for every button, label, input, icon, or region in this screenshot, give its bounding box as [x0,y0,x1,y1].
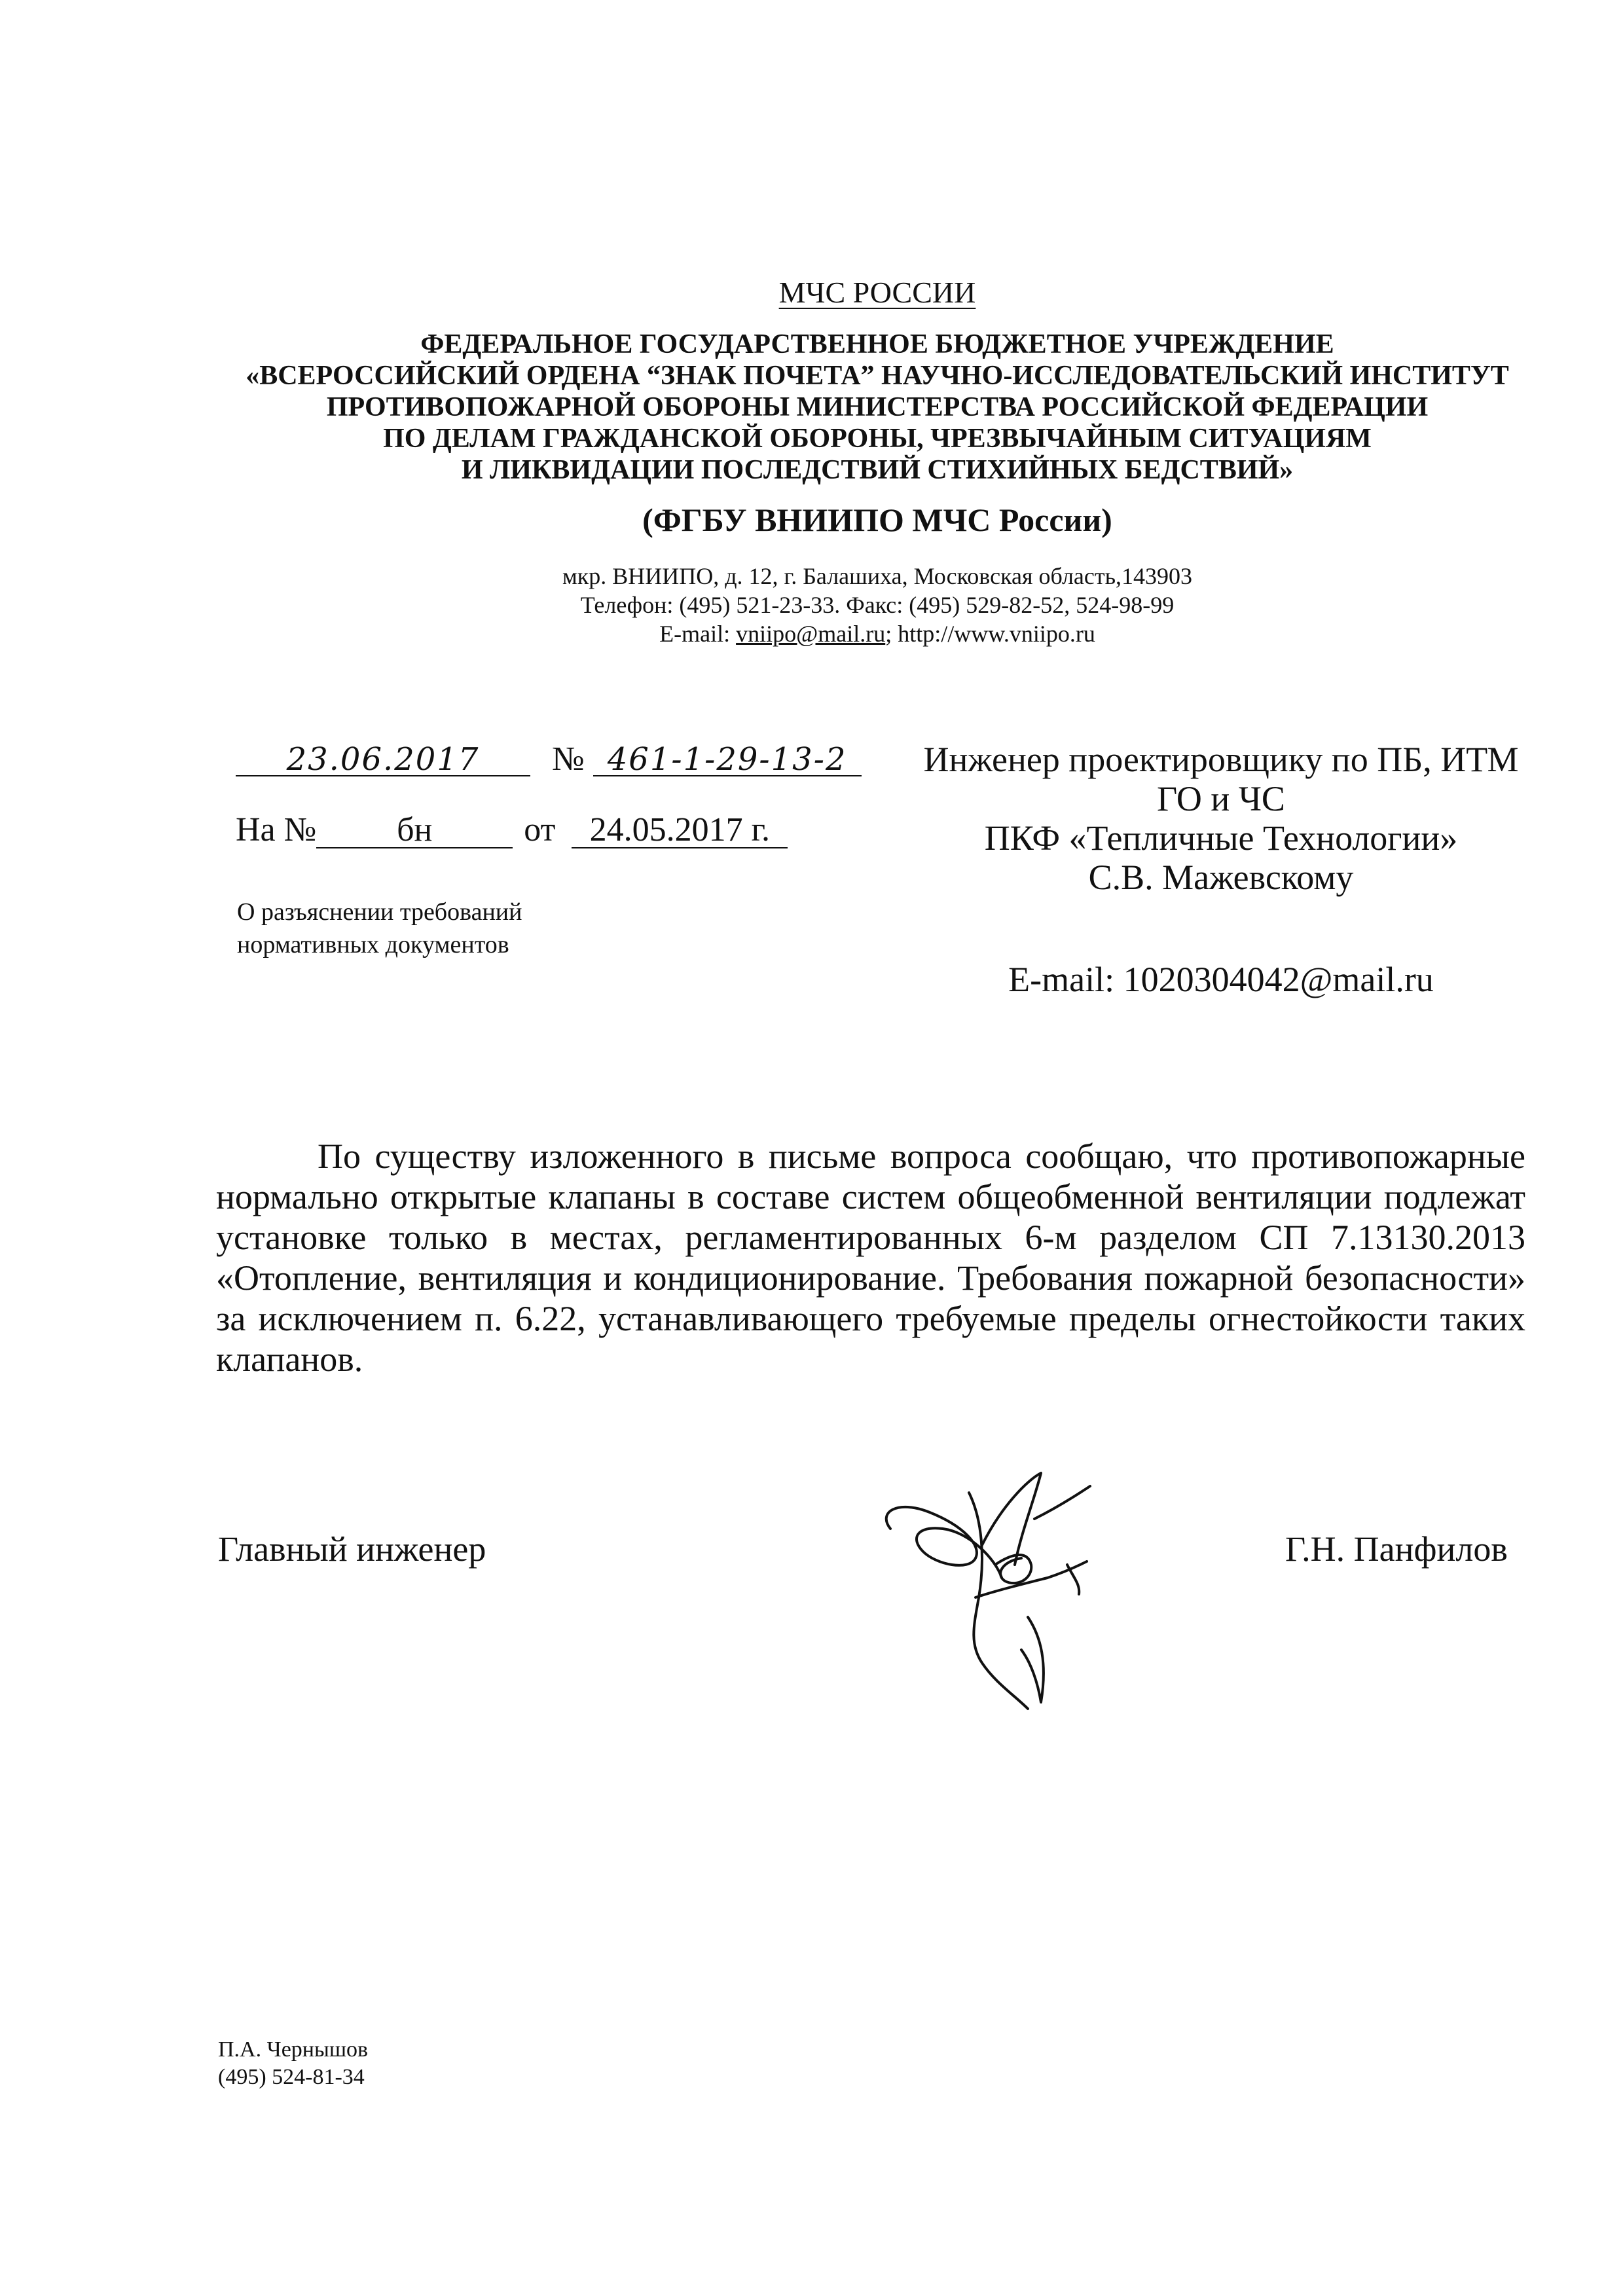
organization-name [0,329,1623,486]
outgoing-date: 23.06.2017 [236,744,530,776]
org-line: «ВСЕРОССИЙСКИЙ ОРДЕНА “ЗНАК ПОЧЕТА” НАУЧНО-ИССЛЕДОВАТЕЛЬСКИЙ ИНСТИТУТ [246,361,1509,391]
executor-phone: (495) 524-81-34 [218,2065,365,2089]
ref-label: На № [236,811,317,848]
executor-name: П.А. Чернышов [218,2037,369,2062]
ref-number: бн [316,813,513,848]
ref-date: 24.05.2017 г. [572,813,788,848]
org-line: ПРОТИВОПОЖАРНОЙ ОБОРОНЫ МИНИСТЕРСТВА РОССИЙСКОЙ ФЕДЕРАЦИИ [326,392,1429,422]
email-web-line [0,619,1623,648]
recipient-line: ПКФ «Тепличные Технологии» [984,818,1458,858]
org-line: И ЛИКВИДАЦИИ ПОСЛЕДСТВИЙ СТИХИЙНЫХ БЕДСТВИЙ» [461,455,1294,485]
executor-block [218,2036,368,2091]
signatory-name: Г.Н. Панфилов [1285,1529,1508,1569]
recipient-line: С.В. Мажевскому [1088,858,1354,897]
org-line: ФЕДЕРАЛЬНОЕ ГОСУДАРСТВЕННОЕ БЮДЖЕТНОЕ УЧРЕЖДЕНИЕ [420,329,1334,359]
phone-fax: Телефон: (495) 521-23-33. Факс: (495) 529-82-52, 524-98-99 [580,592,1175,618]
address: мкр. ВНИИПО, д. 12, г. Балашиха, Московская область,143903 [562,563,1193,589]
number-label: № [552,740,585,778]
subject [237,896,522,961]
contact-block [0,562,1623,648]
website: ; http://www.vniipo.ru [885,621,1095,647]
from-label: от [524,811,556,848]
recipient-line: ГО и ЧС [1157,779,1285,818]
recipient-block [851,740,1591,897]
recipient-email: E-mail: 1020304042@mail.ru [1008,960,1434,999]
ministry-title: МЧС РОССИИ [778,276,976,309]
handwritten-signature [871,1467,1146,1715]
registration-reference [236,811,788,849]
outgoing-number: 461-1-29-13-2 [593,744,862,776]
subject-line: нормативных документов [237,931,509,958]
letter-body: По существу изложенного в письме вопроса сообщаю, что противопожарные нормально открытые клапаны в составе систем общеобменной вентиляции подлежат установке только в местах, регламентированных 6-м разделом СП 7.13130.2013 «Отопление, вентиляция и кондиционирование. Требования пожарной безопасности» за исключением п. 6.22, устанавливающего требуемые пределы огнестойкости таких клапанов. [216,1137,1525,1379]
org-line: ПО ДЕЛАМ ГРАЖДАНСКОЙ ОБОРОНЫ, ЧРЕЗВЫЧАЙНЫМ СИТУАЦИЯМ [383,424,1372,454]
email-label: E-mail: [659,621,737,647]
subject-line: О разъяснении требований [237,898,522,926]
signatory-title: Главный инженер [218,1529,486,1569]
organization-short-name: (ФГБУ ВНИИПО МЧС России) [642,501,1112,538]
email-link[interactable]: vniipo@mail.ru [736,621,886,647]
recipient-line: Инженер проектировщику по ПБ, ИТМ [923,740,1519,779]
registration-date-number [236,740,862,778]
